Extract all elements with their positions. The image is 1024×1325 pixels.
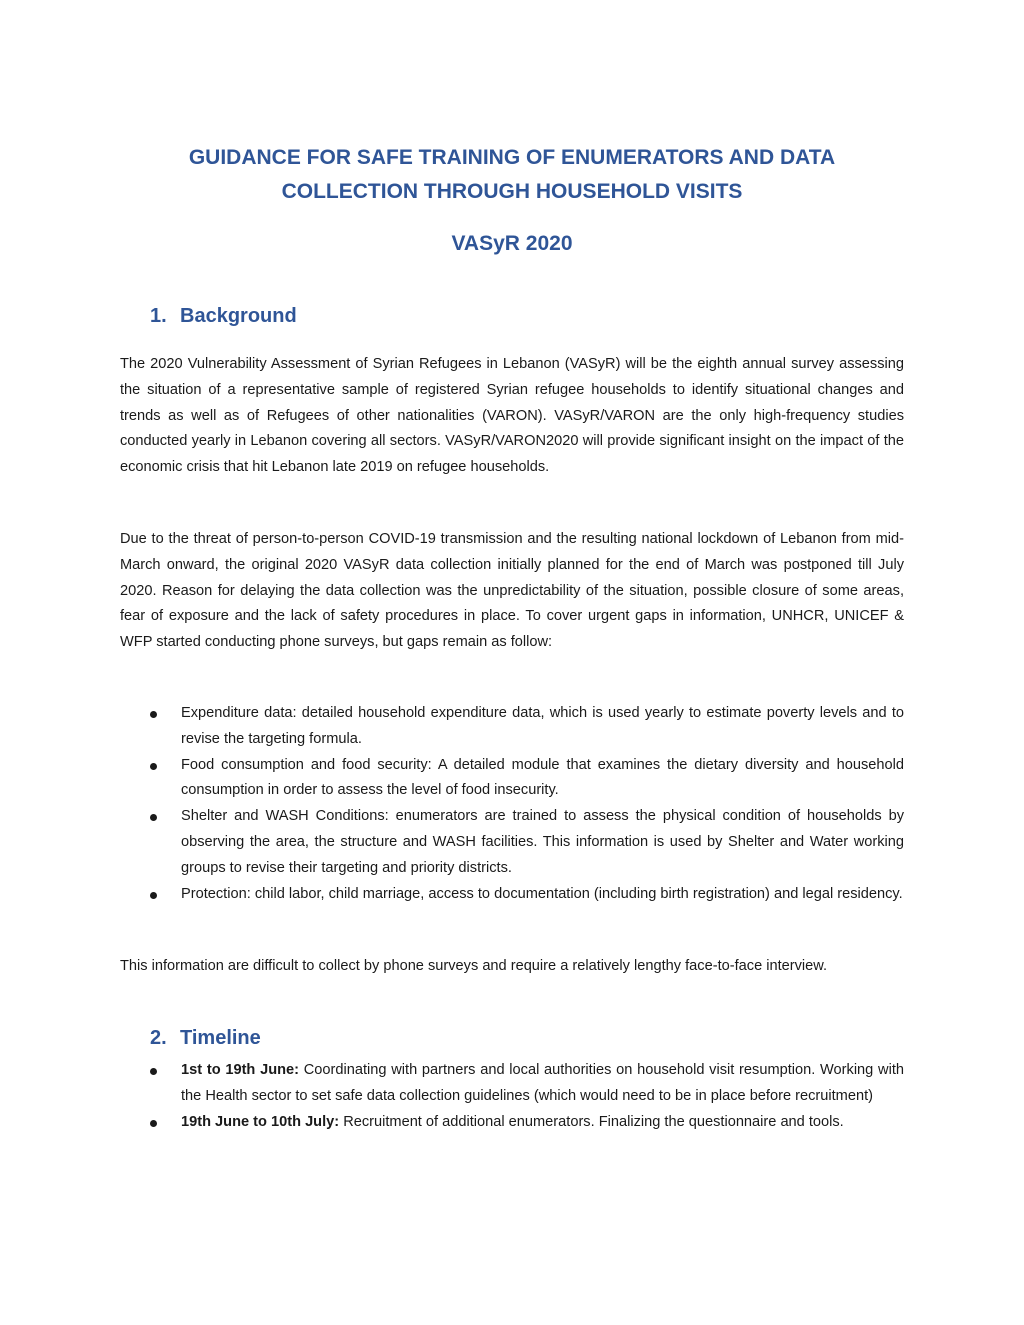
- document-title: [120, 141, 904, 209]
- data-gaps-list: [150, 701, 904, 907]
- list-item-text: Protection: child labor, child marriage, access to documentation (including birth registration) and legal residency.: [181, 885, 903, 902]
- list-item-text: Food consumption and food security: A detailed module that examines the dietary diversity and household consumption in order to assess the level of food insecurity.: [181, 756, 904, 799]
- timeline-text: Recruitment of additional enumerators. Finalizing the questionnaire and tools.: [339, 1113, 844, 1130]
- list-item: [150, 804, 904, 881]
- list-item: [150, 1110, 904, 1136]
- section-number: 2.: [150, 1027, 167, 1049]
- list-item: [150, 882, 904, 908]
- background-paragraph-2: Due to the threat of person-to-person COVID-19 transmission and the resulting national lockdown of Lebanon from mid-March onward, the original 2020 VASyR data collection initially planned for the end of March was postponed till July 2020. Reason for delaying the data collection was the unpredictability of the situation, possible closure of some areas, fear of exposure and the lack of safety procedures in place. To cover urgent gaps in information, UNHCR, UNICEF & WFP started conducting phone surveys, but gaps remain as follow:: [120, 531, 904, 651]
- list-item: [150, 1058, 904, 1110]
- bullet-icon: [150, 814, 157, 821]
- background-paragraph-3: This information are difficult to collect by phone surveys and require a relatively lengthy face-to-face interview.: [120, 958, 828, 974]
- list-item-text: Shelter and WASH Conditions: enumerators are trained to assess the physical condition of households by observing the area, the structure and WASH facilities. This information is used by Shelter and Water working groups to revise their targeting and priority districts.: [181, 808, 904, 876]
- timeline-list: [150, 1058, 904, 1135]
- document-subtitle: VASyR 2020: [451, 232, 573, 255]
- section-heading-text: Timeline: [180, 1027, 261, 1049]
- bullet-icon: [150, 1068, 157, 1075]
- list-item: [150, 753, 904, 805]
- bullet-icon: [150, 711, 157, 718]
- bullet-icon: [150, 763, 157, 770]
- timeline-date: 19th June to 10th July:: [181, 1113, 340, 1130]
- title-line-1: GUIDANCE FOR SAFE TRAINING OF ENUMERATORS AND DATA: [188, 146, 836, 169]
- title-line-2: COLLECTION THROUGH HOUSEHOLD VISITS: [281, 180, 743, 203]
- timeline-text: Coordinating with partners and local authorities on household visit resumption. Working with the Health sector to set safe data collection guidelines (which would need to be in place before recruitment): [181, 1062, 904, 1104]
- section-heading-background: [150, 305, 297, 328]
- list-item: [150, 701, 904, 753]
- bullet-icon: [150, 1120, 157, 1127]
- background-paragraph-1: The 2020 Vulnerability Assessment of Syrian Refugees in Lebanon (VASyR) will be the eighth annual survey assessing the situation of a representative sample of registered Syrian refugee households to identify situational changes and trends as well as of Refugees of other nationalities (VARON). VASyR/VARON are the only high-frequency studies conducted yearly in Lebanon covering all sectors. VASyR/VARON2020 will provide significant insight on the impact of the economic crisis that hit Lebanon late 2019 on refugee households.: [120, 356, 904, 476]
- section-heading-text: Background: [180, 305, 297, 327]
- section-heading-timeline: [150, 1027, 261, 1050]
- timeline-date: 1st to 19th June:: [181, 1062, 300, 1078]
- list-item-text: Expenditure data: detailed household expenditure data, which is used yearly to estimate poverty levels and to revise the targeting formula.: [181, 705, 904, 747]
- section-number: 1.: [150, 305, 167, 327]
- bullet-icon: [150, 892, 157, 899]
